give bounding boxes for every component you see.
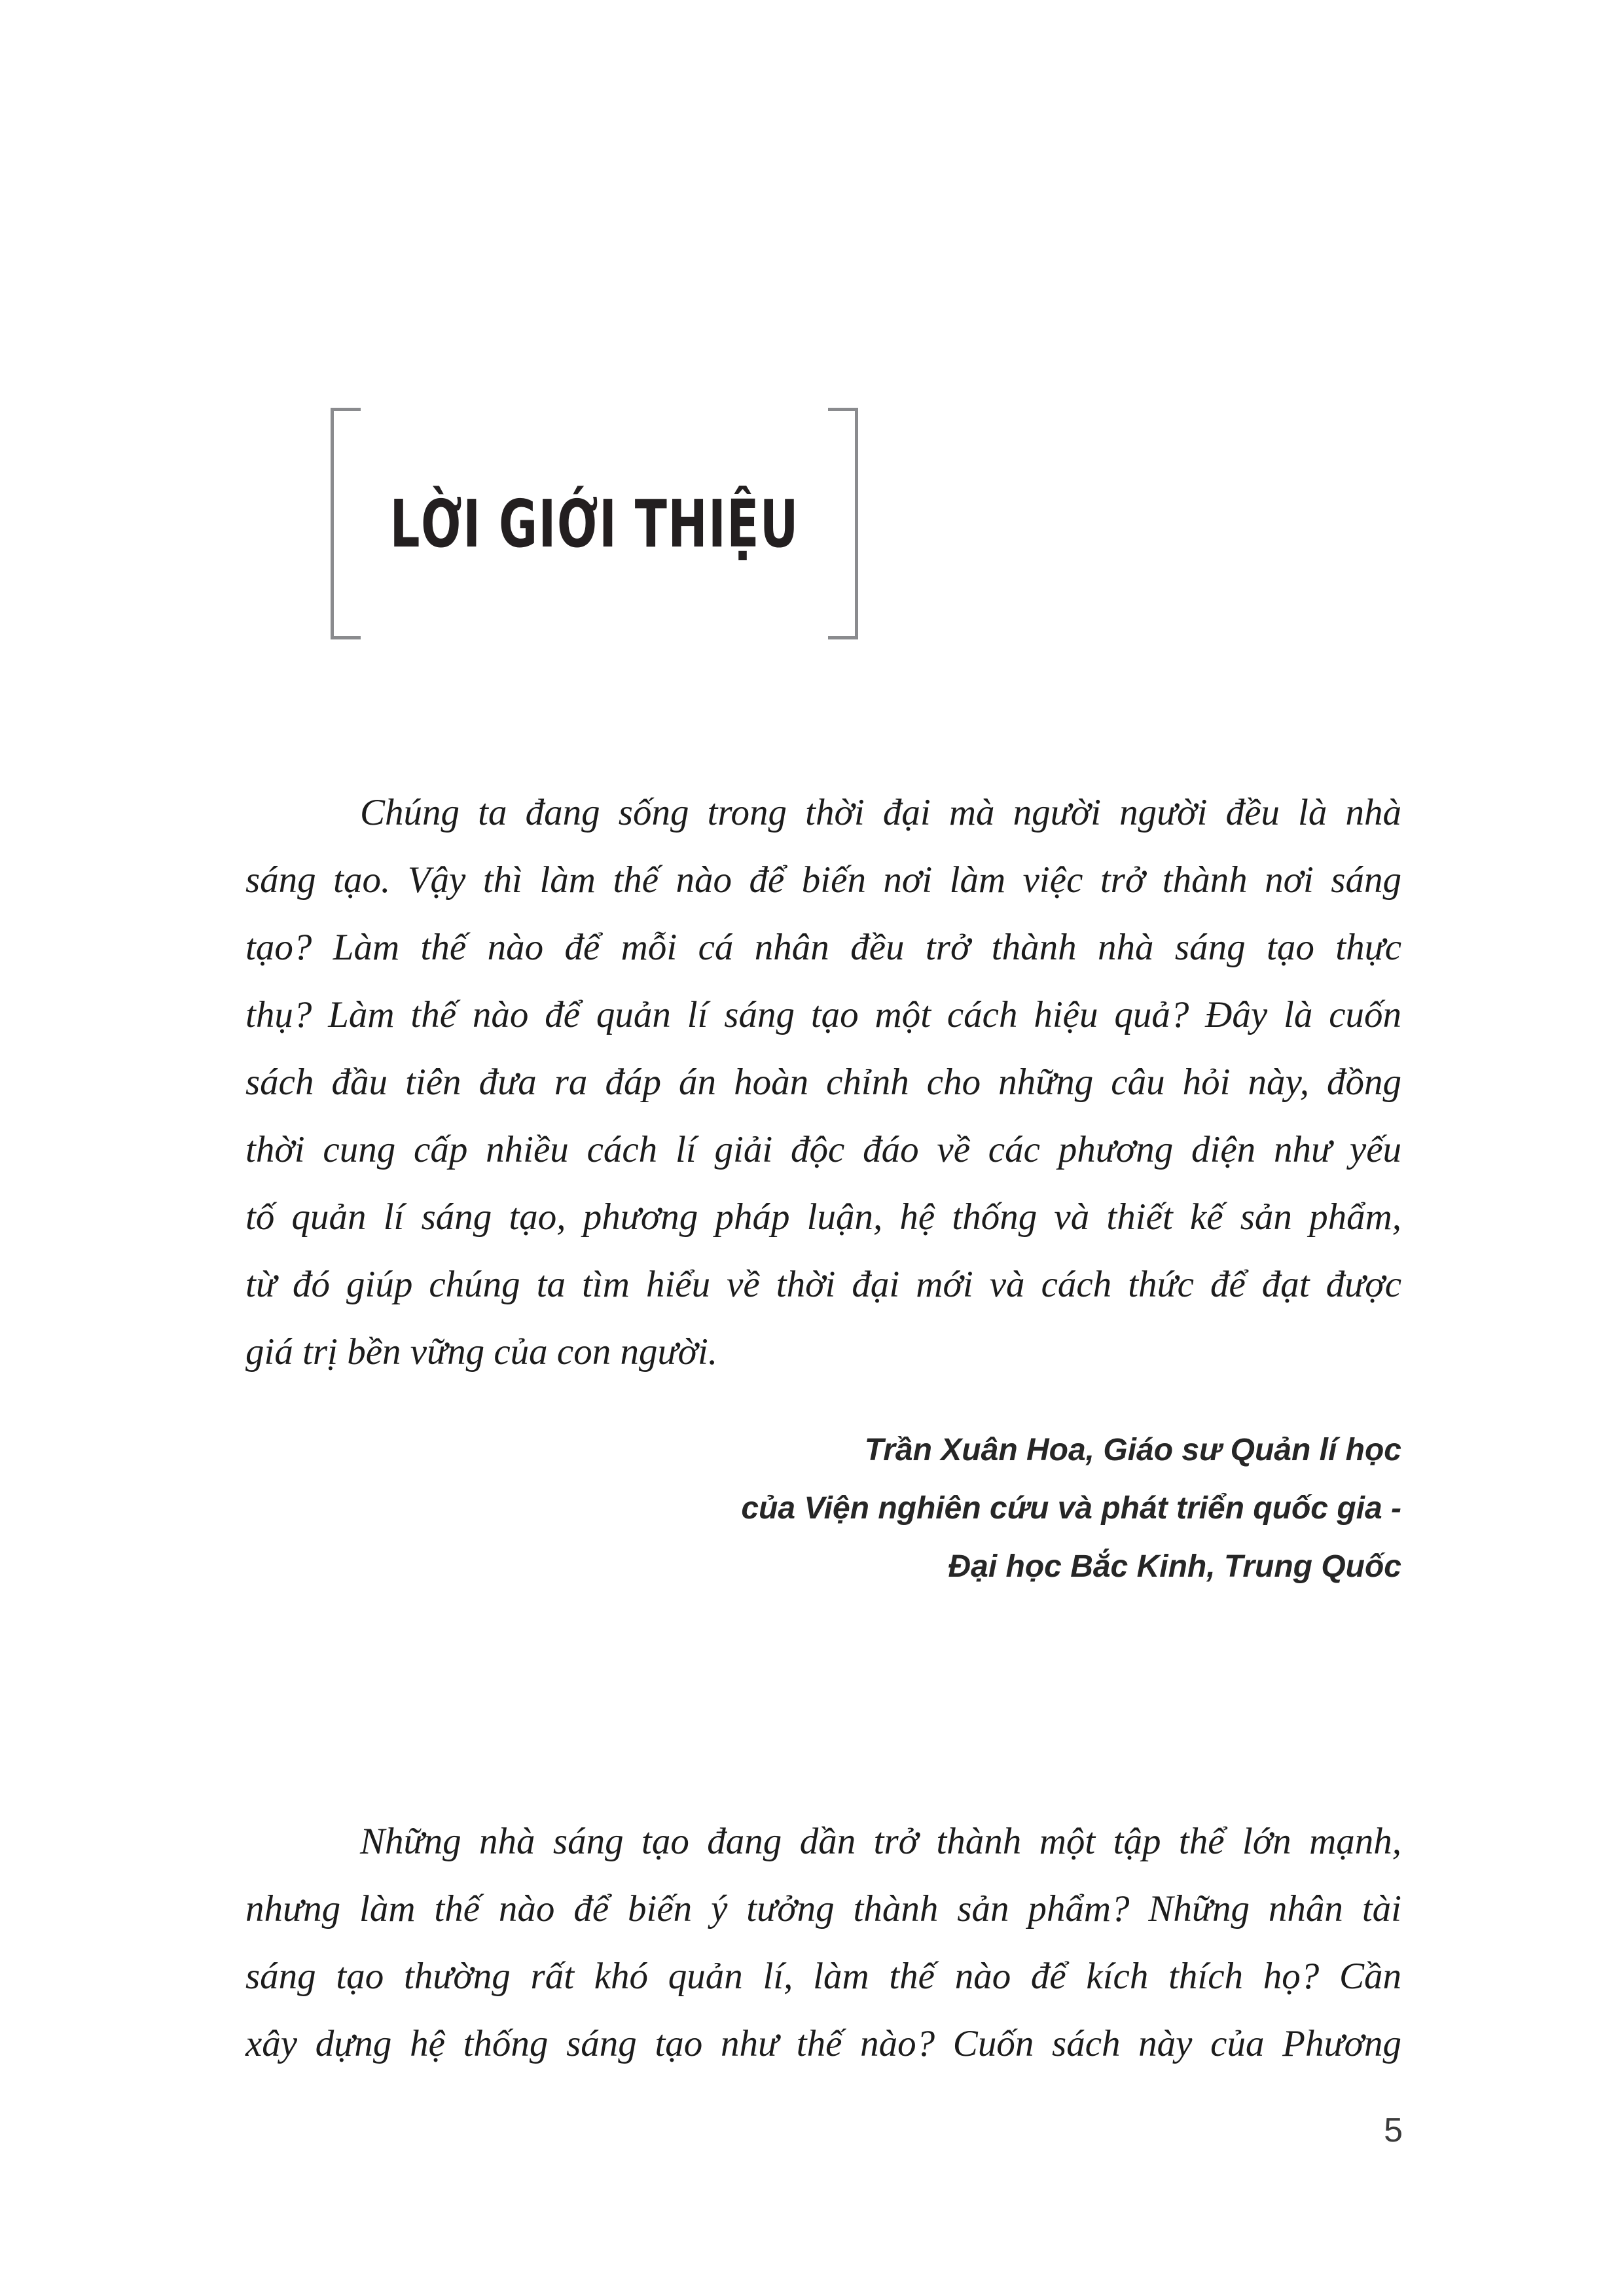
attribution-line: Trần Xuân Hoa, Giáo sư Quản lí học (864, 1433, 1401, 1467)
attribution-line: Đại học Bắc Kinh, Trung Quốc (948, 1549, 1401, 1584)
chapter-title-label: LỜI GIỚI THIỆU (389, 485, 799, 562)
text-line: sáng tạo thường rất khó quản lí, làm thế nào để kích thích họ? Cần (245, 1956, 1401, 1997)
chapter-title-block (331, 408, 858, 639)
second-paragraph (245, 1808, 1401, 2077)
page-number: 5 (1384, 2111, 1403, 2149)
text-line: sách đầu tiên đưa ra đáp án hoàn chỉnh cho những câu hỏi này, đồng (245, 1062, 1401, 1103)
text-line: từ đó giúp chúng ta tìm hiểu về thời đại mới và cách thức để đạt được (245, 1264, 1401, 1305)
text-line: tạo? Làm thế nào để mỗi cá nhân đều trở thành nhà sáng tạo thực (245, 927, 1401, 968)
text-line: Chúng ta đang sống trong thời đại mà người người đều là nhà (360, 792, 1401, 833)
attribution (245, 1421, 1401, 1596)
text-line: thời cung cấp nhiều cách lí giải độc đáo về các phương diện như yếu (245, 1129, 1401, 1170)
text-line: xây dựng hệ thống sáng tạo như thế nào? Cuốn sách này của Phương (245, 2023, 1401, 2064)
intro-paragraph (245, 779, 1401, 1386)
chapter-title (331, 408, 858, 639)
text-line: sáng tạo. Vậy thì làm thế nào để biến nơi làm việc trở thành nơi sáng (245, 859, 1401, 901)
text-line: Những nhà sáng tạo đang dần trở thành một tập thể lớn mạnh, (360, 1821, 1401, 1862)
text-line: tố quản lí sáng tạo, phương pháp luận, hệ thống và thiết kế sản phẩm, (245, 1196, 1401, 1238)
text-line: thụ? Làm thế nào để quản lí sáng tạo một cách hiệu quả? Đây là cuốn (245, 994, 1401, 1035)
text-line: nhưng làm thế nào để biến ý tưởng thành sản phẩm? Những nhân tài (245, 1888, 1401, 1929)
attribution-line: của Viện nghiên cứu và phát triển quốc gia - (741, 1491, 1401, 1526)
text-line: giá trị bền vững của con người. (245, 1331, 718, 1372)
